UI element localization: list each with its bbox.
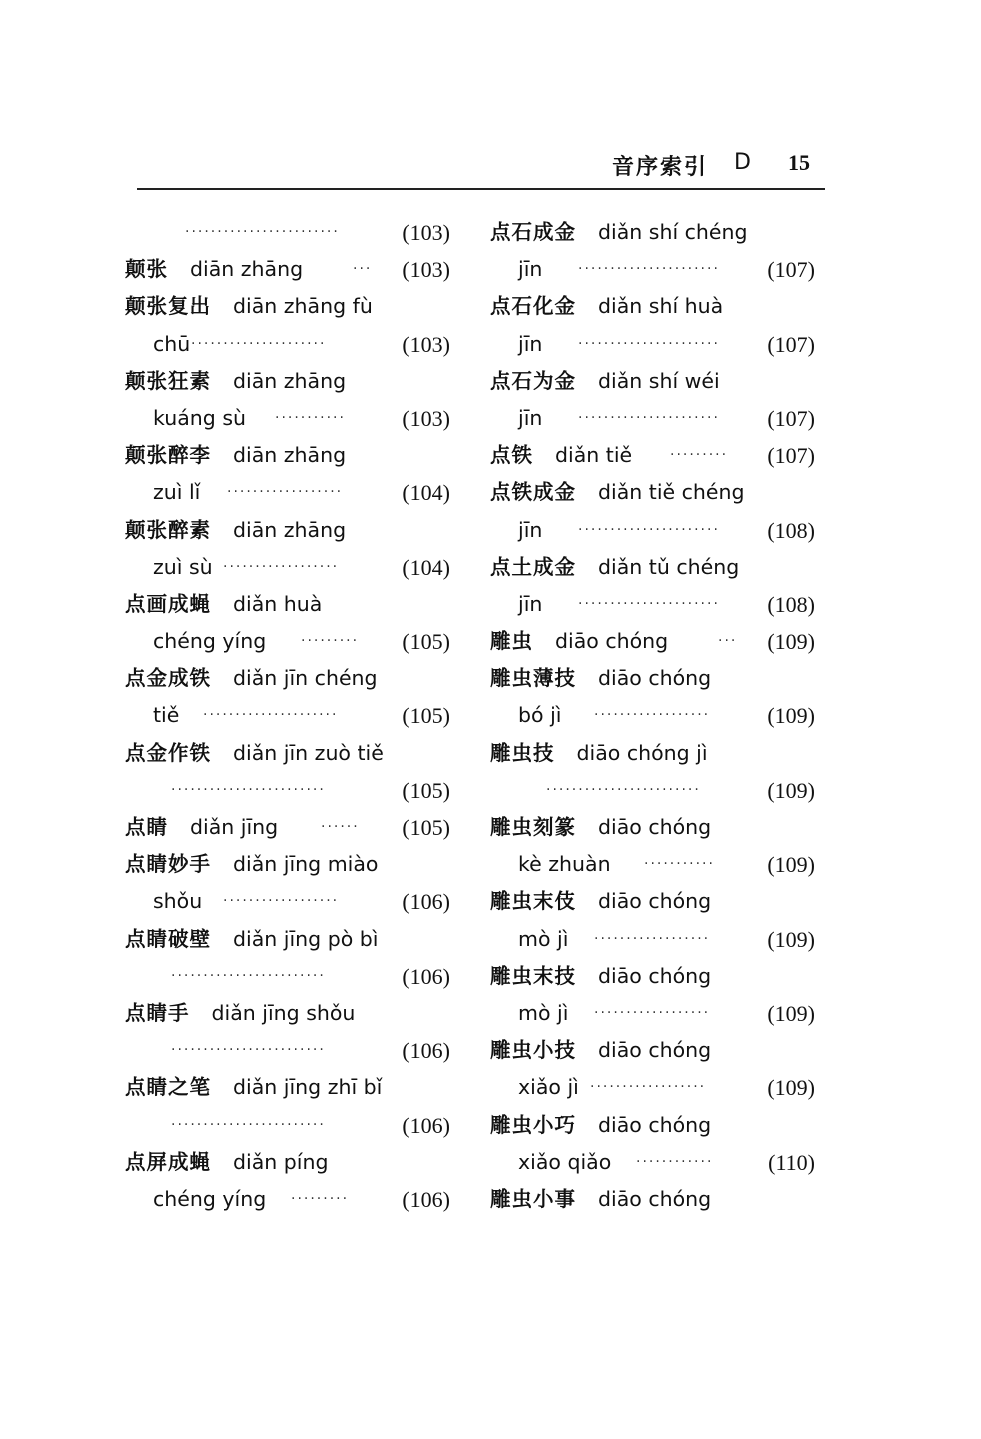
leader-dots: ·················· <box>227 484 344 501</box>
entry-word: 点铁 <box>490 443 533 468</box>
entry-pinyin: kuáng sù <box>153 405 246 430</box>
leader-dots: ·················· <box>223 893 340 910</box>
index-entry-continuation <box>125 883 450 920</box>
index-entry <box>490 1107 815 1144</box>
index-entry <box>125 995 450 1032</box>
entry-page-ref: (109) <box>767 777 815 803</box>
leader-dots: ··· <box>718 633 738 650</box>
entry-pinyin: diǎn jīng zhī bǐ <box>233 1075 383 1100</box>
entry-pinyin: diǎn tiě <box>555 443 633 468</box>
entry-pinyin: diǎn jīn zuò tiě <box>233 740 384 765</box>
entry-pinyin: jīn <box>518 591 543 616</box>
index-entry-continuation <box>490 326 815 363</box>
entry-page-ref: (110) <box>768 1149 815 1175</box>
entry-pinyin: diān zhāng <box>233 517 347 542</box>
index-entry-continuation <box>490 1069 815 1106</box>
entry-pinyin: diān zhāng fù <box>233 294 373 319</box>
index-entry <box>125 1144 450 1181</box>
entry-page-ref: (103) <box>402 220 450 245</box>
entry-pinyin: mò jì <box>518 1000 569 1025</box>
index-entry <box>490 474 815 511</box>
entry-page-ref: (107) <box>767 331 815 357</box>
entry-pinyin: diāo chóng jì <box>576 740 708 765</box>
entry-word: 点屏成蝇 <box>125 1149 211 1174</box>
index-entry-continuation <box>490 697 815 734</box>
index-entry <box>125 251 450 288</box>
entry-word: 颠张醉素 <box>125 517 211 542</box>
entry-pinyin: jīn <box>518 331 543 356</box>
leader-dots: ························ <box>171 1116 326 1133</box>
entry-word: 雕虫小技 <box>490 1038 576 1063</box>
index-entry-continuation <box>490 400 815 437</box>
index-entry <box>490 883 815 920</box>
entry-page-ref: (103) <box>402 257 450 283</box>
index-entry-continuation <box>125 400 450 437</box>
index-entry <box>490 623 815 660</box>
entry-pinyin: diāo chóng <box>598 889 712 914</box>
leader-dots: ········· <box>301 633 360 650</box>
leader-dots: ························ <box>171 967 326 984</box>
index-entry-continuation <box>490 995 815 1032</box>
left-column <box>125 214 450 1218</box>
leader-dots: ··· <box>353 261 373 278</box>
entry-word: 颠张复出 <box>125 294 211 319</box>
entry-pinyin: diǎn tǔ chéng <box>598 554 740 579</box>
index-entry <box>125 512 450 549</box>
entry-page-ref: (109) <box>767 852 815 878</box>
entry-page-ref: (104) <box>402 554 450 580</box>
entry-page-ref: (106) <box>402 963 450 989</box>
leader-dots: ······················ <box>578 335 720 352</box>
leader-dots: ··········· <box>644 856 715 873</box>
page-number: 15 <box>788 150 810 175</box>
index-entry <box>490 549 815 586</box>
entry-word: 雕虫末伎 <box>490 889 576 914</box>
entry-pinyin: diǎn píng <box>233 1149 329 1174</box>
index-entry <box>125 809 450 846</box>
entry-pinyin: xiǎo jì <box>518 1075 579 1100</box>
entry-page-ref: (105) <box>402 815 450 840</box>
index-entry-continuation <box>125 474 450 511</box>
index-entry <box>490 363 815 400</box>
entry-pinyin: zuì sù <box>153 554 213 579</box>
index-entry-continuation <box>125 549 450 586</box>
entry-page-ref: (109) <box>767 703 815 729</box>
entry-page-ref: (109) <box>767 629 815 655</box>
entry-pinyin: diǎn jīng shǒu <box>211 1000 356 1025</box>
entry-pinyin: xiǎo qiǎo <box>518 1149 612 1174</box>
entry-word: 点土成金 <box>490 554 576 579</box>
entry-pinyin: chéng yíng <box>153 1186 267 1211</box>
entry-word: 点石化金 <box>490 294 576 319</box>
index-entry <box>125 660 450 697</box>
entry-page-ref: (108) <box>767 517 815 543</box>
index-entry-continuation <box>490 512 815 549</box>
index-entry-continuation <box>125 623 450 660</box>
entry-word: 雕虫小事 <box>490 1186 576 1211</box>
index-entry-continuation <box>490 251 815 288</box>
entry-pinyin: diān zhāng <box>233 443 347 468</box>
leader-dots: ························ <box>546 781 701 798</box>
index-entry-continuation <box>125 772 450 809</box>
index-entry-continuation <box>125 214 450 251</box>
entry-pinyin: diān zhāng <box>233 368 347 393</box>
entry-page-ref: (105) <box>402 629 450 655</box>
index-entry <box>125 1069 450 1106</box>
entry-page-ref: (107) <box>767 443 815 469</box>
entry-pinyin: zuì lǐ <box>153 480 201 505</box>
entry-word: 雕虫 <box>490 629 533 654</box>
entry-pinyin: tiě <box>153 703 180 728</box>
entry-word: 雕虫末技 <box>490 963 576 988</box>
entry-word: 点铁成金 <box>490 480 576 505</box>
index-entry-continuation <box>125 697 450 734</box>
entry-page-ref: (109) <box>767 926 815 952</box>
header-rule <box>137 188 825 190</box>
leader-dots: ············ <box>636 1153 714 1170</box>
entry-word: 颠张 <box>125 257 168 282</box>
right-column <box>490 214 815 1218</box>
entry-page-ref: (105) <box>402 703 450 729</box>
entry-page-ref: (107) <box>767 257 815 283</box>
leader-dots: ········· <box>670 447 729 464</box>
entry-pinyin: diǎn shí huà <box>598 294 724 319</box>
entry-page-ref: (106) <box>402 1186 450 1212</box>
index-entry <box>125 735 450 772</box>
entry-pinyin: diǎn jīng <box>190 815 279 839</box>
entry-word: 点睛破壁 <box>125 926 211 951</box>
entry-pinyin: chéng yíng <box>153 629 267 654</box>
entry-pinyin: diǎn jīng miào <box>233 852 379 877</box>
entry-word: 点石为金 <box>490 368 576 393</box>
entry-pinyin: diǎn tiě chéng <box>598 480 745 505</box>
entry-pinyin: shǒu <box>153 889 203 914</box>
entry-pinyin: diāo chóng <box>598 666 712 691</box>
entry-word: 雕虫刻篆 <box>490 815 576 839</box>
leader-dots: ······ <box>321 819 360 835</box>
entry-pinyin: diǎn huà <box>233 591 323 616</box>
entry-pinyin: diāo chóng <box>555 629 669 654</box>
index-entry <box>125 586 450 623</box>
entry-page-ref: (107) <box>767 405 815 431</box>
leader-dots: ······················ <box>578 409 720 426</box>
entry-pinyin: diǎn jīng pò bì <box>233 926 379 951</box>
entry-pinyin: kè zhuàn <box>518 852 611 877</box>
leader-dots: ························ <box>185 224 340 240</box>
index-entry <box>490 1181 815 1218</box>
entry-page-ref: (109) <box>767 1075 815 1101</box>
index-entry-continuation <box>490 921 815 958</box>
entry-page-ref: (105) <box>402 777 450 803</box>
entry-word: 雕虫小巧 <box>490 1112 576 1137</box>
index-entry <box>490 437 815 474</box>
index-entry-continuation <box>490 772 815 809</box>
index-entry <box>125 921 450 958</box>
leader-dots: ·················· <box>590 1079 707 1096</box>
entry-word: 颠张醉李 <box>125 443 211 468</box>
entry-pinyin: diāo chóng <box>598 1186 712 1211</box>
entry-page-ref: (103) <box>402 405 450 431</box>
entry-page-ref: (106) <box>402 889 450 915</box>
entry-pinyin: diǎn shí chéng <box>598 220 748 244</box>
index-entry <box>490 809 815 846</box>
index-title: 音序索引 <box>612 154 709 180</box>
entry-pinyin: jīn <box>518 517 543 542</box>
entry-pinyin: jīn <box>518 257 543 282</box>
index-entry <box>490 958 815 995</box>
entry-pinyin: diǎn shí wéi <box>598 368 720 393</box>
index-entry <box>125 846 450 883</box>
entry-pinyin: chū <box>153 331 191 356</box>
leader-dots: ········· <box>291 1190 350 1207</box>
leader-dots: ·················· <box>594 930 711 947</box>
entry-pinyin: diāo chóng <box>598 1112 712 1137</box>
entry-page-ref: (104) <box>402 480 450 506</box>
entry-pinyin: bó jì <box>518 703 562 728</box>
index-entry <box>490 660 815 697</box>
index-entry-continuation <box>125 1107 450 1144</box>
entry-word: 点金成铁 <box>125 666 211 691</box>
leader-dots: ······················ <box>578 521 720 538</box>
index-entry-continuation <box>490 846 815 883</box>
index-entry-continuation <box>490 1144 815 1181</box>
index-entry <box>490 735 815 772</box>
leader-dots: ·················· <box>223 558 340 575</box>
entry-pinyin: diān zhāng <box>190 257 304 282</box>
leader-dots: ····················· <box>203 707 339 724</box>
leader-dots: ··········· <box>275 409 346 426</box>
index-entry-continuation <box>125 326 450 363</box>
leader-dots: ························ <box>171 1042 326 1059</box>
entry-word: 点睛 <box>125 815 168 839</box>
index-entry-continuation <box>125 1181 450 1218</box>
index-entry <box>490 1032 815 1069</box>
entry-pinyin: diāo chóng <box>598 815 712 839</box>
entry-word: 雕虫技 <box>490 740 555 765</box>
leader-dots: ························ <box>171 781 326 798</box>
entry-pinyin: diǎn jīn chéng <box>233 666 378 691</box>
leader-dots: ····················· <box>191 335 327 352</box>
leader-dots: ·················· <box>594 707 711 724</box>
section-letter: D <box>734 150 751 175</box>
leader-dots: ······················ <box>578 595 720 612</box>
entry-page-ref: (109) <box>767 1000 815 1026</box>
entry-page-ref: (106) <box>402 1112 450 1138</box>
index-entry <box>125 288 450 325</box>
index-entry <box>125 437 450 474</box>
leader-dots: ······················ <box>578 261 720 278</box>
index-entry-continuation <box>490 586 815 623</box>
entry-word: 点睛之笔 <box>125 1075 211 1100</box>
entry-pinyin: jīn <box>518 405 543 430</box>
entry-page-ref: (108) <box>767 591 815 617</box>
entry-pinyin: diāo chóng <box>598 1038 712 1063</box>
entry-page-ref: (106) <box>402 1038 450 1064</box>
entry-word: 雕虫薄技 <box>490 666 576 691</box>
entry-word: 点睛妙手 <box>125 852 211 877</box>
leader-dots: ·················· <box>594 1004 711 1021</box>
entry-word: 点画成蝇 <box>125 591 211 616</box>
entry-word: 颠张狂素 <box>125 368 211 393</box>
index-entry <box>490 214 815 251</box>
entry-pinyin: diāo chóng <box>598 963 712 988</box>
index-entry <box>125 363 450 400</box>
index-entry-continuation <box>125 1032 450 1069</box>
entry-pinyin: mò jì <box>518 926 569 951</box>
entry-page-ref: (103) <box>402 331 450 357</box>
entry-word: 点石成金 <box>490 220 576 244</box>
index-entry-continuation <box>125 958 450 995</box>
index-entry <box>490 288 815 325</box>
entry-word: 点金作铁 <box>125 740 211 765</box>
entry-word: 点睛手 <box>125 1000 190 1025</box>
